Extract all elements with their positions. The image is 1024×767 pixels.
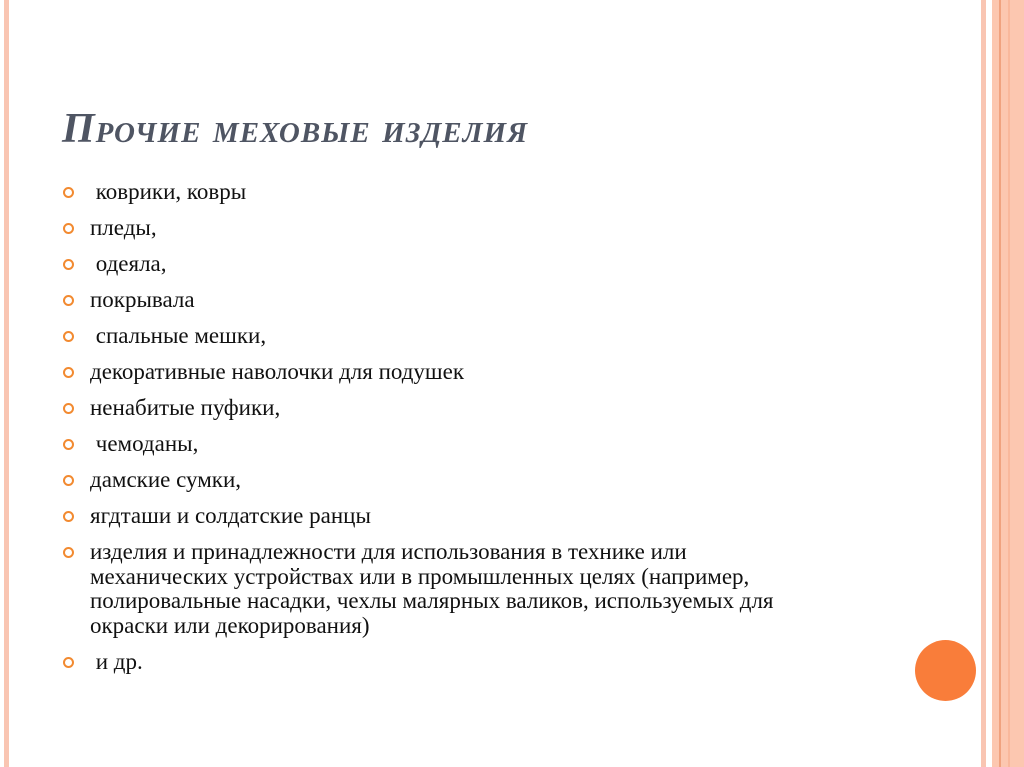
list-item	[62, 504, 862, 529]
right-border-line	[1008, 0, 1010, 767]
list-item-text: пледы,	[90, 215, 157, 240]
list-item-text: спальные мешки,	[90, 323, 267, 348]
list-item-text: одеяла,	[90, 251, 167, 276]
list-item	[62, 540, 830, 638]
list-item	[62, 650, 862, 675]
list-item	[62, 468, 862, 493]
list-item-text: чемоданы,	[90, 431, 199, 456]
bullet-ring-icon	[63, 511, 74, 522]
list-item	[62, 288, 862, 313]
bullet-ring-icon	[63, 367, 74, 378]
list-item-text: коврики, ковры	[90, 179, 247, 204]
bullet-ring-icon	[63, 259, 74, 270]
decorative-orange-circle	[915, 640, 976, 701]
bullet-ring-icon	[63, 547, 74, 558]
bullet-ring-icon	[63, 331, 74, 342]
bullet-ring-icon	[63, 475, 74, 486]
list-item-text: и др.	[90, 648, 143, 674]
right-border-stripe	[981, 0, 986, 767]
list-item-text: дамские сумки,	[90, 467, 242, 492]
list-item	[62, 216, 862, 241]
bullet-ring-icon	[63, 439, 74, 450]
list-item	[62, 180, 862, 205]
bullet-ring-icon	[63, 403, 74, 414]
list-item	[62, 432, 862, 457]
right-border-line	[999, 0, 1001, 767]
list-item-text: ненабитые пуфики,	[90, 395, 281, 420]
bullet-ring-icon	[63, 187, 74, 198]
list-item	[62, 396, 862, 421]
list-item-text: ягдташи и солдатские ранцы	[90, 503, 371, 528]
list-item	[62, 252, 862, 277]
list-item-text: покрывала	[90, 287, 195, 312]
bullet-ring-icon	[63, 223, 74, 234]
left-border-stripe	[4, 0, 9, 767]
bullet-list	[62, 180, 862, 686]
bullet-ring-icon	[63, 657, 74, 668]
list-item-text: декоративные наволочки для подушек	[90, 359, 465, 384]
bullet-ring-icon	[63, 295, 74, 306]
slide-title: Прочие меховые изделия	[62, 106, 529, 152]
list-item	[62, 360, 862, 385]
list-item-text: изделия и принадлежности для использования в технике или механических устройствах или в промышленных целях (например, полировальные насадки, чехлы малярных валиков, используемых для окраски или декорирования)	[90, 539, 774, 638]
list-item	[62, 324, 862, 349]
